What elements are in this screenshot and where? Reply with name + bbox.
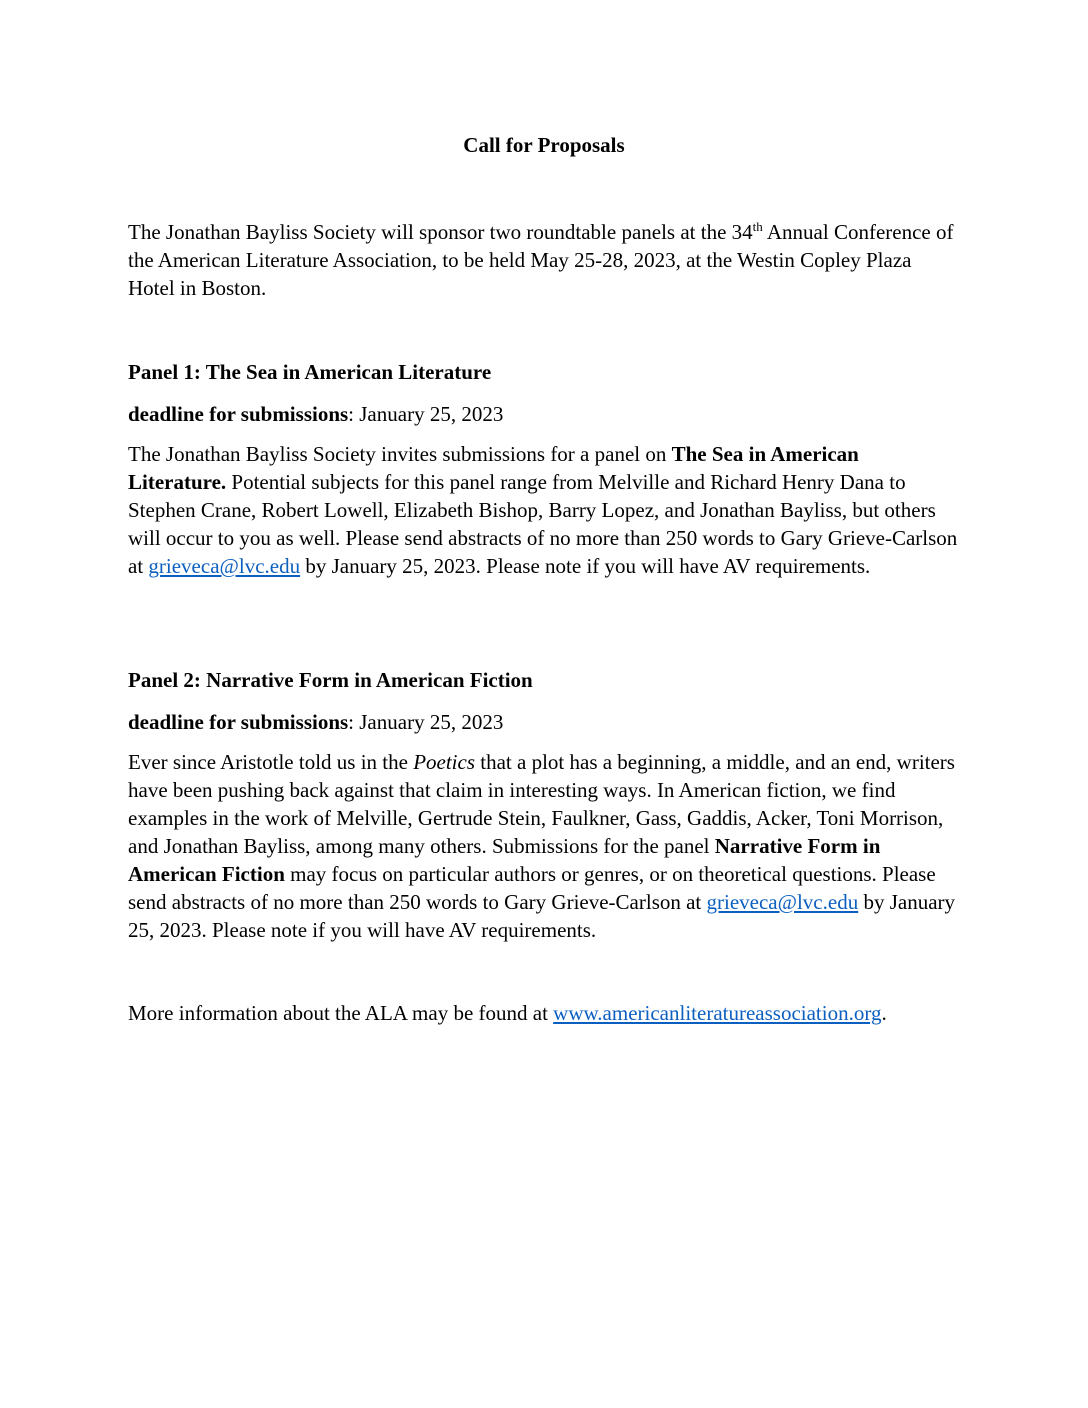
text-run: : January 25, 2023 (348, 402, 504, 426)
text-run: th (752, 219, 763, 234)
text-run: deadline for submissions (128, 710, 349, 734)
text-run: deadline for submissions (128, 402, 349, 426)
text-run: Ever since Aristotle told us in the (128, 750, 414, 774)
text-run: by January 25, 2023. Please note if you will have AV requirements. (128, 890, 956, 942)
text-run: More information about the ALA may be found at (128, 1001, 554, 1025)
hyperlink[interactable]: grieveca@lvc.edu (706, 890, 859, 914)
hyperlink[interactable]: www.americanliteratureassociation.org (553, 1001, 882, 1025)
intro-paragraph (128, 218, 960, 302)
panel1-deadline (128, 400, 960, 428)
text-run: by January 25, 2023. Please note if you will have AV requirements. (300, 554, 871, 578)
text-run: Potential subjects for this panel range from Melville and Richard Henry Dana to Stephen Crane, Robert Lowell, Elizabeth Bishop, Barry Lopez, and Jonathan Bayliss, but others will occur to you as well. Please send abstracts of no more than 250 words to Gary Grieve-Carlson at (128, 470, 958, 578)
text-run: Annual Conference of the American Literature Association, to be held May 25-28, 2023, at the Westin Copley Plaza Hotel in Boston. (128, 220, 954, 300)
panel2-deadline (128, 708, 960, 736)
text-run: The Jonathan Bayliss Society invites submissions for a panel on (128, 442, 672, 466)
document-title: Call for Proposals (463, 133, 625, 157)
footer-paragraph (128, 999, 960, 1027)
text-run: may focus on particular authors or genres, or on theoretical questions. Please send abstracts of no more than 250 words to Gary Grieve-Carlson at (128, 862, 936, 914)
text-run: . (881, 1001, 887, 1025)
document-content (128, 0, 960, 1027)
text-run: The Sea in American Literature. (128, 442, 859, 494)
hyperlink[interactable]: grieveca@lvc.edu (148, 554, 301, 578)
text-run: that a plot has a beginning, a middle, and an end, writers have been pushing back against that claim in interesting ways. In American fiction, we find examples in the work of Melville, Gertrude Stein, Faulkner, Gass, Gaddis, Acker, Toni Morrison, and Jonathan Bayliss, among many others. Submissions for the panel (128, 750, 955, 858)
panel1-heading: Panel 1: The Sea in American Literature (128, 360, 492, 384)
panel2-body-paragraph (128, 748, 960, 944)
panel1-body-paragraph (128, 440, 960, 580)
text-run: The Jonathan Bayliss Society will sponsor two roundtable panels at the 34 (128, 220, 753, 244)
text-run: Narrative Form in American Fiction (128, 834, 881, 886)
text-run: Poetics (413, 750, 476, 774)
panel2-heading: Panel 2: Narrative Form in American Fiction (128, 668, 533, 692)
text-run: : January 25, 2023 (348, 710, 504, 734)
